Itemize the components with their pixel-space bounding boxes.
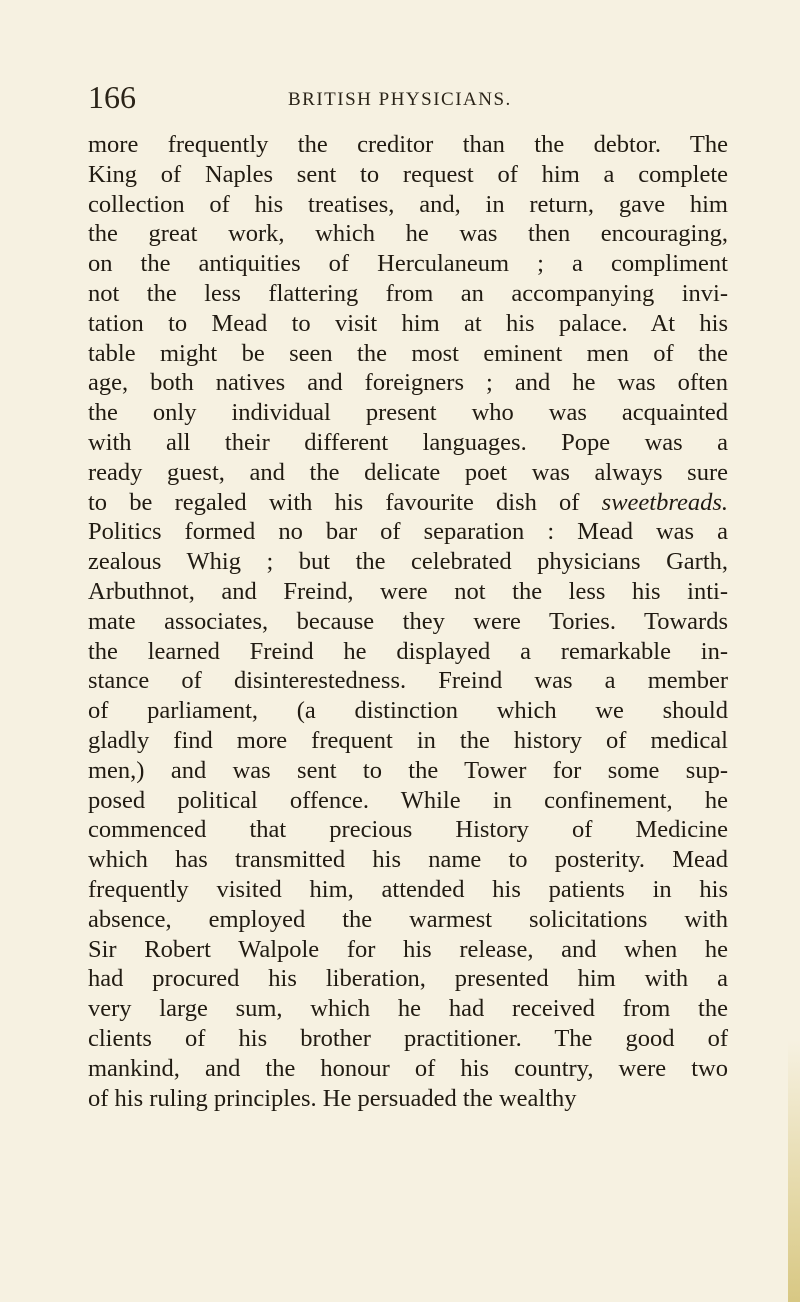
text-line: the learned Freind he displayed a remarkable in- <box>88 637 728 665</box>
text-line: tation to Mead to visit him at his palace. At his <box>88 309 728 337</box>
text-line <box>88 488 728 518</box>
text-line: not the less flattering from an accompanying invi- <box>88 279 728 307</box>
text-line: of his ruling principles. He persuaded the wealthy <box>88 1084 577 1112</box>
page-edge-stain <box>788 1040 800 1302</box>
text-line: the only individual present who was acquainted <box>88 399 728 427</box>
text-line: clients of his brother practitioner. The good of <box>88 1024 728 1052</box>
text-line: ready guest, and the delicate poet was always sure <box>88 458 728 486</box>
body-text <box>88 130 728 1113</box>
page-number: 166 <box>88 79 136 115</box>
text-line: table might be seen the most eminent men of the <box>88 339 728 367</box>
text-line: posed political offence. While in confinement, he <box>88 786 728 814</box>
text-line: the great work, which he was then encouraging, <box>88 220 728 248</box>
text-line: mankind, and the honour of his country, were two <box>88 1054 728 1082</box>
text-line: very large sum, which he had received from the <box>88 995 728 1023</box>
text-line: Arbuthnot, and Freind, were not the less his inti- <box>88 577 728 605</box>
text-line: zealous Whig ; but the celebrated physicians Garth, <box>88 548 728 576</box>
text-line: gladly find more frequent in the history of medical <box>88 726 728 754</box>
running-head <box>88 80 688 120</box>
text-line: on the antiquities of Herculaneum ; a compliment <box>88 250 728 278</box>
text-line: of parliament, (a distinction which we should <box>88 697 728 725</box>
text-line: stance of disinterestedness. Freind was a member <box>88 667 728 695</box>
text-line-roman: to be regaled with his favourite dish of <box>88 488 602 516</box>
text-line: with all their different languages. Pope was a <box>88 428 728 456</box>
text-line: King of Naples sent to request of him a complete <box>88 160 728 188</box>
text-line: mate associates, because they were Tories. Towards <box>88 607 728 635</box>
text-line: commenced that precious History of Medicine <box>88 816 728 844</box>
text-line: frequently visited him, attended his patients in his <box>88 875 728 903</box>
text-line: age, both natives and foreigners ; and he was often <box>88 369 728 397</box>
text-line: had procured his liberation, presented him with a <box>88 965 728 993</box>
text-line: collection of his treatises, and, in return, gave him <box>88 190 728 218</box>
italic-word: sweetbreads. <box>601 488 728 516</box>
text-line: Politics formed no bar of separation : Mead was a <box>88 518 728 546</box>
running-title: BRITISH PHYSICIANS. <box>288 89 512 110</box>
text-line: more frequently the creditor than the debtor. The <box>88 131 728 158</box>
text-line: absence, employed the warmest solicitations with <box>88 905 728 933</box>
text-line: men,) and was sent to the Tower for some sup- <box>88 756 728 784</box>
text-line: which has transmitted his name to posterity. Mead <box>88 846 728 874</box>
text-line: Sir Robert Walpole for his release, and when he <box>88 935 728 963</box>
